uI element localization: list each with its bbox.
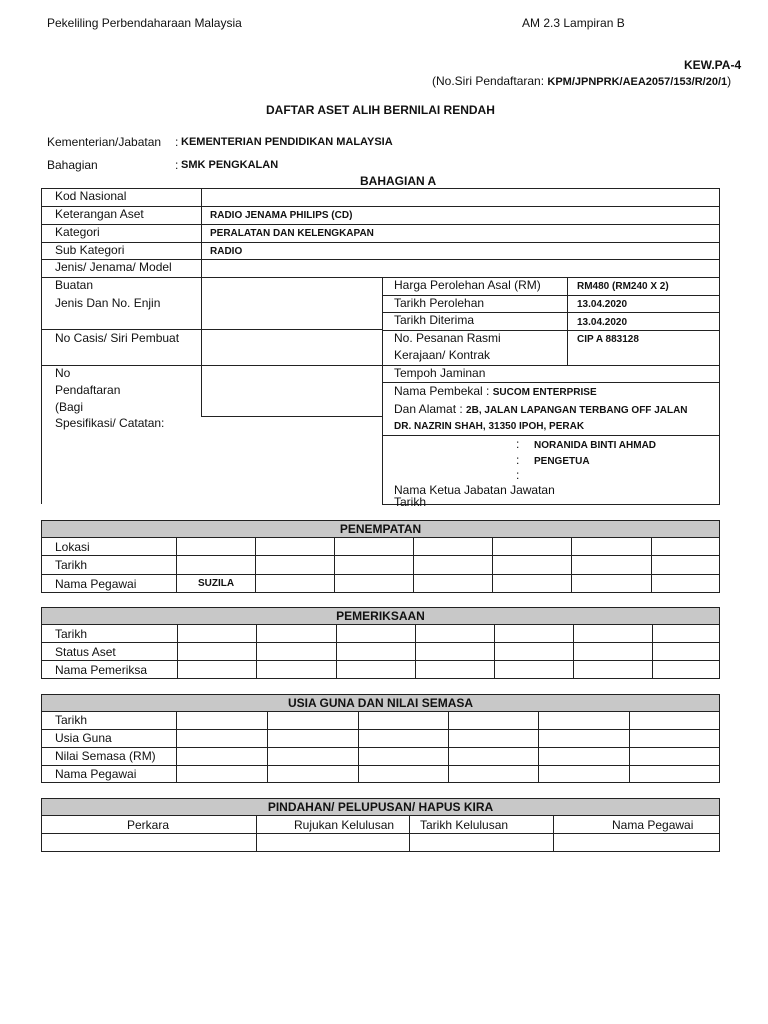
jenis-jenama-model-label: Jenis/ Jenama/ Model [55,260,172,274]
kategori-label: Kategori [55,225,100,239]
table-row-line [41,729,720,730]
table-row-line [41,329,382,330]
table-divider [492,537,493,593]
table-border [41,188,720,189]
ministry-colon: : [175,135,179,149]
table-divider [177,624,178,679]
spesifikasi-label: Spesifikasi/ Catatan: [55,416,165,430]
usia-guna-tarikh-label: Tarikh [55,713,88,727]
table-row-line [41,365,382,366]
table-divider [567,277,568,365]
table-row-line [41,555,720,556]
table-row-line [41,574,720,575]
pesanan-rasmi-label-1: No. Pesanan Rasmi [394,331,501,345]
pembekal-label: Nama Pembekal : [394,384,493,398]
table-row-line [382,435,720,436]
table-border [41,188,42,504]
penempatan-pegawai-label: Nama Pegawai [55,577,137,591]
table-divider [415,624,416,679]
harga-perolehan-label: Harga Perolehan Asal (RM) [394,278,541,292]
pemeriksaan-tarikh-label: Tarikh [55,627,88,641]
table-divider [358,711,359,783]
ketua-post-value: PENGETUA [534,456,590,467]
ketua-name-value: NORANIDA BINTI AHMAD [534,440,657,451]
sub-kategori-value: RADIO [210,246,243,257]
section-a-title: BAHAGIAN A [360,174,437,188]
penempatan-pegawai-value: SUZILA [198,578,235,589]
table-divider [629,711,630,783]
kategori-value: PERALATAN DAN KELENGKAPAN [210,228,374,239]
appendix-reference: AM 2.3 Lampiran B [522,16,625,30]
pesanan-rasmi-label-2: Kerajaan/ Kontrak [394,348,491,362]
division-value: SMK PENGKALAN [181,159,279,171]
table-row-line [41,277,720,278]
table-row-line [382,382,720,383]
table-divider [256,624,257,679]
no-casis-label: No Casis/ Siri Pembuat [55,331,180,345]
sub-kategori-label: Sub Kategori [55,243,125,257]
table-divider [176,537,177,593]
table-divider [553,815,554,852]
tarikh-diterima-label: Tarikh Diterima [394,313,475,327]
table-row-line [41,224,720,225]
table-divider [651,537,652,593]
ketua-cut-off-text [394,495,427,509]
table-row-line [201,416,382,417]
table-row-line [41,660,720,661]
alamat-label: Dan Alamat : [394,402,467,416]
table-row-line [382,504,720,505]
tarikh-diterima-value: 13.04.2020 [577,317,628,328]
alamat-line [394,402,688,416]
page-title: DAFTAR ASET ALIH BERNILAI RENDAH [266,103,495,117]
alamat-value-2: DR. NAZRIN SHAH, 31350 IPOH, PERAK [394,421,585,432]
pemeriksaan-pemeriksa-label: Nama Pemeriksa [55,663,148,677]
keterangan-aset-value: RADIO JENAMA PHILIPS (CD) [210,210,353,221]
table-divider [413,537,414,593]
ketua-colon-3: : [516,468,520,482]
table-row-line [41,747,720,748]
ketua-cut-off-label: Tarikh [394,495,427,509]
ketua-colon-1: : [516,437,520,451]
penempatan-table [41,537,720,593]
pembekal-value: SUCOM ENTERPRISE [492,387,597,398]
enjin-label: Jenis Dan No. Enjin [55,296,161,310]
usia-guna-header: USIA GUNA DAN NILAI SEMASA [41,694,720,712]
table-divider [336,624,337,679]
tempoh-jaminan-label: Tempoh Jaminan [394,366,486,380]
pindahan-header: PINDAHAN/ PELUPUSAN/ HAPUS KIRA [41,798,720,816]
table-divider [571,537,572,593]
table-row-line [41,242,720,243]
no-pendaftaran-label-1: No [55,366,71,380]
pembekal-line [394,384,597,398]
form-code: KEW.PA-4 [684,58,742,72]
table-divider [494,624,495,679]
nilai-semasa-label: Nilai Semasa (RM) [55,749,156,763]
ketua-colon-2: : [516,453,520,467]
table-divider [652,624,653,679]
harga-perolehan-value: RM480 (RM240 X 2) [577,281,669,292]
penempatan-header: PENEMPATAN [41,520,720,538]
tarikh-perolehan-value: 13.04.2020 [577,299,628,310]
penempatan-lokasi-label: Lokasi [55,540,90,554]
pindahan-tarikh-header: Tarikh Kelulusan [420,818,509,832]
pemeriksaan-status-label: Status Aset [55,645,116,659]
table-divider [334,537,335,593]
ministry-value: KEMENTERIAN PENDIDIKAN MALAYSIA [181,136,393,148]
table-divider [255,537,256,593]
pindahan-pegawai-header: Nama Pegawai [612,818,694,832]
pindahan-perkara-header: Perkara [127,818,170,832]
table-row-line [41,765,720,766]
tarikh-perolehan-label: Tarikh Perolehan [394,296,485,310]
table-border [719,188,720,505]
registration-line [432,74,731,88]
no-pendaftaran-label-3: (Bagi [55,400,84,414]
keterangan-aset-label: Keterangan Aset [55,207,144,221]
ministry-label: Kementerian/Jabatan [47,135,162,149]
registration-suffix: ) [727,74,732,88]
table-divider [448,711,449,783]
table-row-line [41,833,720,834]
table-divider [201,188,202,417]
division-colon: : [175,158,179,172]
usia-guna-label: Usia Guna [55,731,112,745]
pesanan-rasmi-value: CIP A 883128 [577,334,639,345]
pindahan-rujukan-header: Rujukan Kelulusan [294,818,395,832]
table-divider [538,711,539,783]
division-label: Bahagian [47,158,98,172]
penempatan-tarikh-label: Tarikh [55,558,88,572]
table-divider [176,711,177,783]
circular-reference: Pekeliling Perbendaharaan Malaysia [47,16,242,30]
registration-prefix: (No.Siri Pendaftaran: [432,74,548,88]
kod-nasional-label: Kod Nasional [55,189,127,203]
table-divider [573,624,574,679]
pemeriksaan-header: PEMERIKSAAN [41,607,720,625]
table-divider [409,815,410,852]
usia-guna-pegawai-label: Nama Pegawai [55,767,137,781]
alamat-value-1: 2B, JALAN LAPANGAN TERBANG OFF JALAN [466,405,688,416]
table-divider [256,815,257,852]
registration-number: KPM/JPNPRK/AEA2057/153/R/20/1 [547,76,728,88]
buatan-label: Buatan [55,278,94,292]
ketua-jabatan-label: Nama Ketua Jabatan Jawatan [394,483,555,497]
table-row-line [41,642,720,643]
table-divider [267,711,268,783]
no-pendaftaran-label-2: Pendaftaran [55,383,121,397]
